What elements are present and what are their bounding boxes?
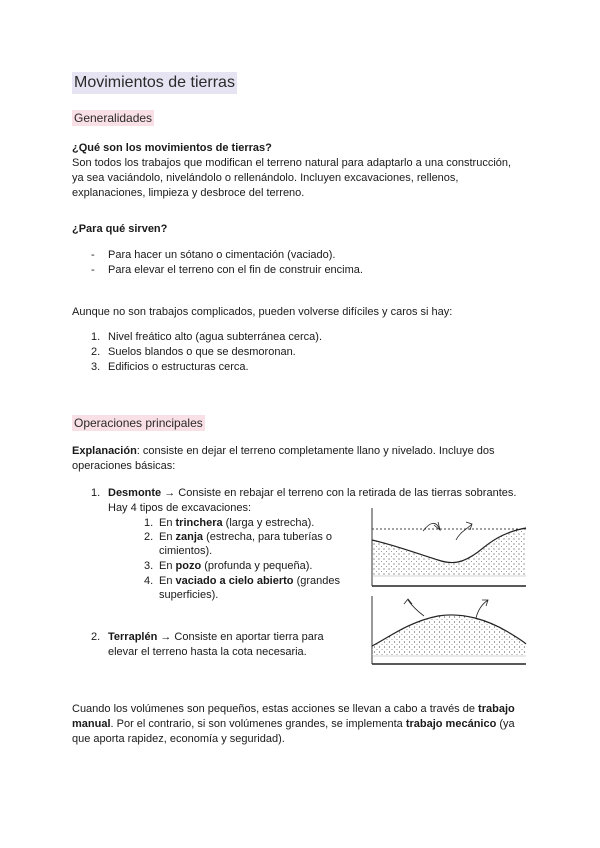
list-number: 2. <box>91 631 101 643</box>
paragraph-line: operaciones básicas: <box>72 460 176 472</box>
list-item-terraplen: Terraplén → Consiste en aportar tierra para <box>108 631 324 643</box>
list-item: Edificios o estructuras cerca. <box>108 361 249 373</box>
paragraph-line: que aporta rapidez, economía y seguridad). <box>72 733 285 745</box>
terraplen-diagram <box>368 596 528 668</box>
list-item: En vaciado a cielo abierto (grandes <box>159 575 340 587</box>
paragraph-line: Aunque no son trabajos complicados, pueden volverse difíciles y caros si hay: <box>72 306 453 318</box>
section-heading-generalidades: Generalidades <box>74 111 153 125</box>
paragraph-line: explanaciones, limpieza y desbroce del terreno. <box>72 187 305 199</box>
section-heading-operaciones: Operaciones principales <box>74 416 203 430</box>
paragraph-line: ya sea vaciándolo, nivelándolo o rellenándolo. Incluyen excavaciones, rellenos, <box>72 172 459 184</box>
question-what: ¿Qué son los movimientos de tierras? <box>72 142 272 154</box>
bullet-marker: - <box>91 249 95 261</box>
list-item: En trinchera (larga y estrecha). <box>159 517 315 529</box>
list-item: Para elevar el terreno con el fin de construir encima. <box>108 264 363 276</box>
list-item-desmonte: Desmonte → Consiste en rebajar el terreno con la retirada de las tierras sobrantes. <box>108 487 517 499</box>
list-number: 4. <box>144 575 154 587</box>
list-item-continuation: cimientos). <box>159 545 213 557</box>
list-item: En pozo (profunda y pequeña). <box>159 560 313 572</box>
list-number: 3. <box>144 560 154 572</box>
paragraph-line: Hay 4 tipos de excavaciones: <box>108 502 252 514</box>
list-number: 1. <box>91 487 101 499</box>
paragraph-line: elevar el terreno hasta la cota necesaria. <box>108 646 307 658</box>
list-number: 3. <box>91 361 101 373</box>
list-item: Suelos blandos o que se desmoronan. <box>108 346 296 358</box>
list-item-continuation: superficies). <box>159 589 219 601</box>
list-item: Para hacer un sótano o cimentación (vaciado). <box>108 249 336 261</box>
list-number: 1. <box>91 331 101 343</box>
list-number: 1. <box>144 517 154 529</box>
list-item: Nivel freático alto (agua subterránea cerca). <box>108 331 322 343</box>
list-number: 2. <box>144 531 154 543</box>
page-title: Movimientos de tierras <box>72 72 237 94</box>
question-what-for: ¿Para qué sirven? <box>72 223 168 235</box>
list-number: 2. <box>91 346 101 358</box>
paragraph-line: Cuando los volúmenes son pequeños, estas acciones se llevan a cabo a través de trabajo <box>72 703 515 715</box>
paragraph-line: Son todos los trabajos que modifican el terreno natural para adaptarlo a una construcción, <box>72 157 512 169</box>
paragraph-line: Explanación: consiste en dejar el terreno completamente llano y nivelado. Incluye dos <box>72 445 495 457</box>
bullet-marker: - <box>91 264 95 276</box>
paragraph-line: manual. Por el contrario, si son volúmenes grandes, se implementa trabajo mecánico (ya <box>72 718 515 730</box>
desmonte-diagram <box>368 508 528 590</box>
list-item: En zanja (estrecha, para tuberías o <box>159 531 333 543</box>
